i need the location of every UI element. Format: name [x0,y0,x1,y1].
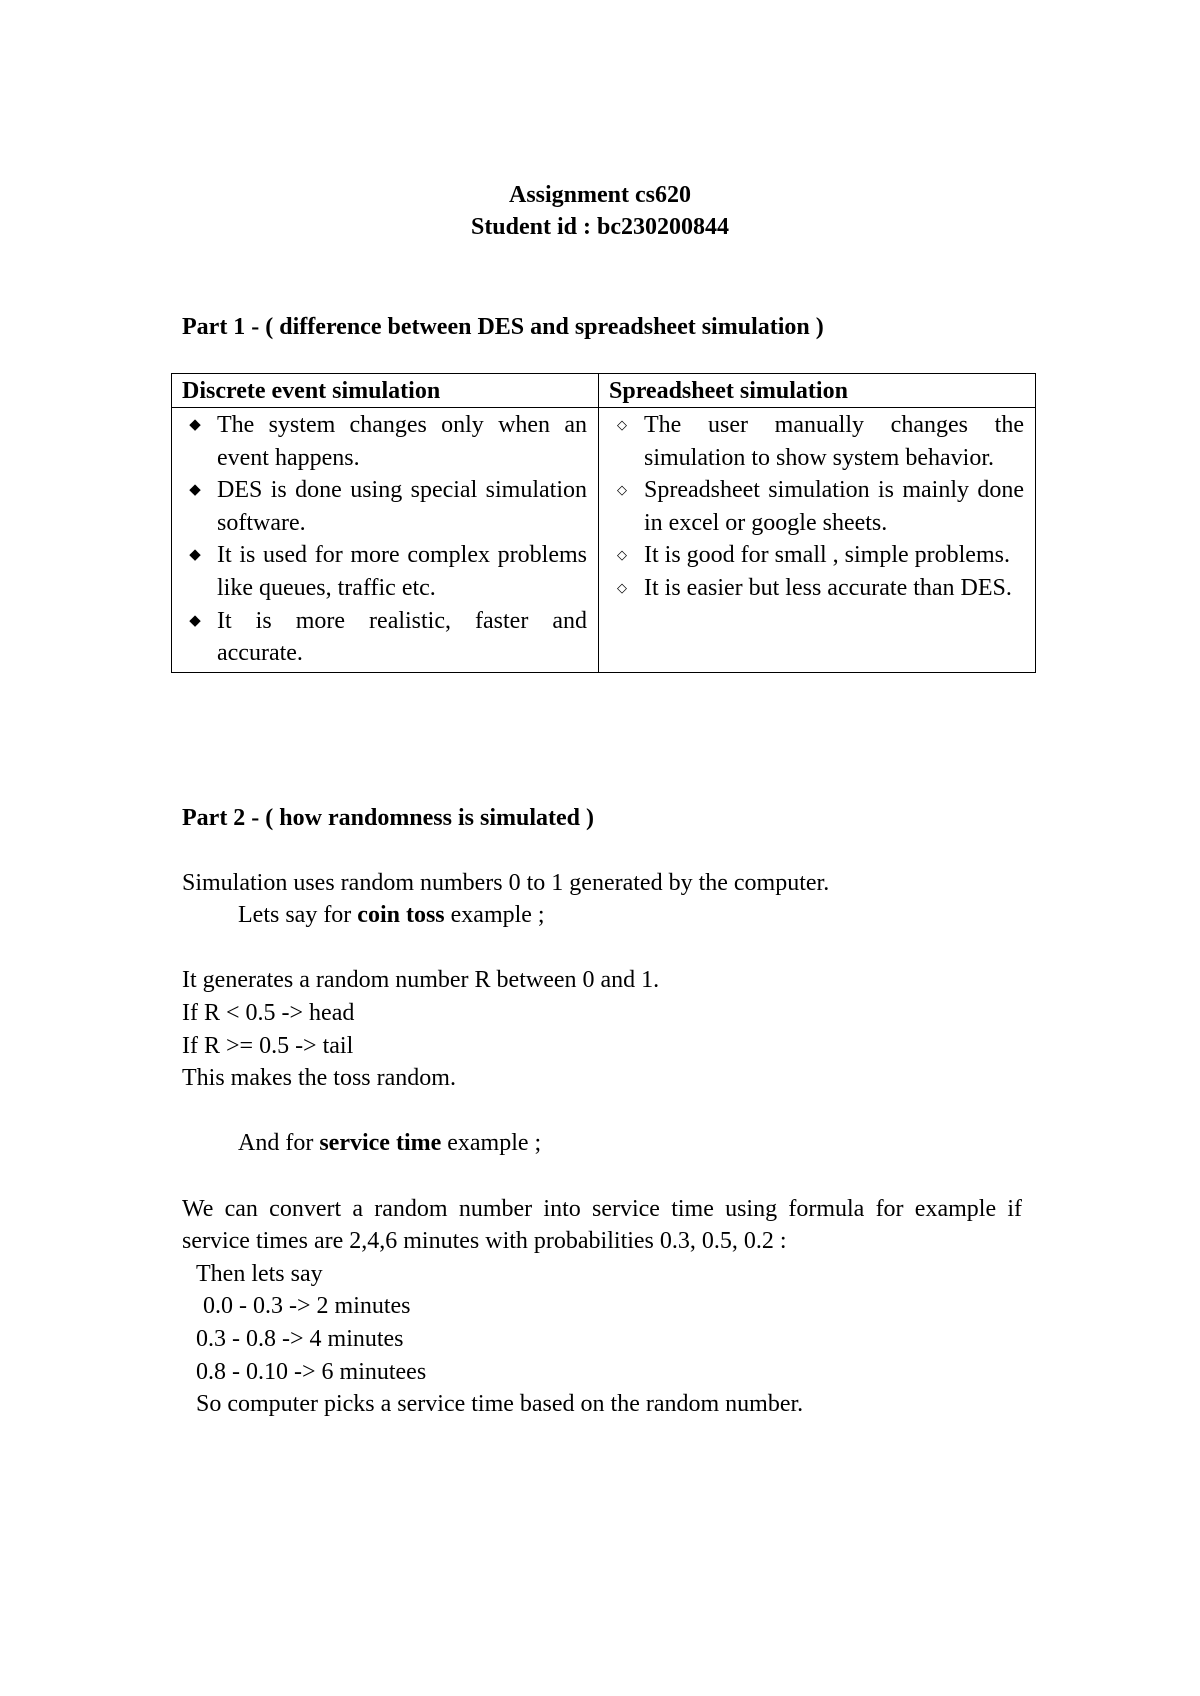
diamond-bullet-icon: ◆ [189,547,201,564]
list-item [609,539,1024,572]
assignment-title: Assignment cs620 [508,182,691,208]
range-line: 0.8 - 0.10 -> 6 minutees [196,1358,427,1385]
list-item [182,539,587,604]
coin-line: It generates a random number R between 0 and 1. [182,967,660,994]
part1-heading: Part 1 - ( difference between DES and spreadsheet simulation ) [182,314,824,340]
list-item [182,409,587,474]
spreadsheet-cell [599,408,1036,673]
coin-toss-term: coin toss [357,902,445,929]
spreadsheet-point: The user manually changes the simulation to show system behavior. [644,412,1024,471]
conclusion-line: So computer picks a service time based on the random number. [196,1391,804,1418]
hollow-diamond-bullet-icon: ◇ [617,417,627,432]
des-point: DES is done using special simulation software. [217,477,587,536]
coin-line: If R < 0.5 -> head [182,999,355,1026]
des-point: The system changes only when an event happens. [217,412,587,471]
comparison-table [171,373,1036,673]
list-item [609,474,1024,539]
list-item [182,474,587,539]
spreadsheet-point: It is easier but less accurate than DES. [644,574,1012,601]
coin-line: If R >= 0.5 -> tail [182,1032,354,1059]
diamond-bullet-icon: ◆ [189,417,201,433]
table-row [172,408,1036,673]
column-header-spreadsheet: Spreadsheet simulation [599,374,1036,408]
list-item [609,409,1024,474]
student-id: Student id : bc230200844 [470,214,730,240]
hollow-diamond-bullet-icon: ◇ [617,579,627,595]
table-header-row [172,374,1036,408]
range-line: 0.3 - 0.8 -> 4 minutes [196,1325,404,1352]
des-point: It is used for more complex problems like queues, traffic etc. [217,542,587,601]
des-point: It is more realistic, faster and accurate. [217,607,587,667]
service-time-paragraph: We can convert a random number into service time using formula for example if service times are 2,4,6 minutes with probabilities 0.3, 0.5, 0.2 : [182,1195,1022,1255]
service-time-term: service time [319,1130,442,1157]
part2-section [182,802,1022,1421]
diamond-bullet-icon: ◆ [189,482,201,499]
hollow-diamond-bullet-icon: ◇ [617,547,627,563]
list-item [182,605,587,670]
range-line: 0.0 - 0.3 -> 2 minutes [203,1293,411,1320]
hollow-diamond-bullet-icon: ◇ [617,482,627,498]
coin-toss-lead: Lets say for coin toss example ; [238,902,545,929]
diamond-bullet-icon: ◆ [189,612,201,629]
service-time-lead: And for service time example ; [238,1130,542,1157]
spreadsheet-point: Spreadsheet simulation is mainly done in excel or google sheets. [644,477,1024,536]
des-list [182,409,587,670]
part2-intro: Simulation uses random numbers 0 to 1 generated by the computer. [182,869,830,896]
column-header-des: Discrete event simulation [172,374,599,408]
coin-line: This makes the toss random. [182,1065,456,1092]
list-item [609,572,1024,605]
part2-heading: Part 2 - ( how randomness is simulated ) [182,805,594,831]
des-cell [172,408,599,673]
spreadsheet-point: It is good for small , simple problems. [644,542,1010,569]
spreadsheet-list [609,409,1024,605]
then-line: Then lets say [196,1260,323,1287]
document-header [0,179,1200,243]
